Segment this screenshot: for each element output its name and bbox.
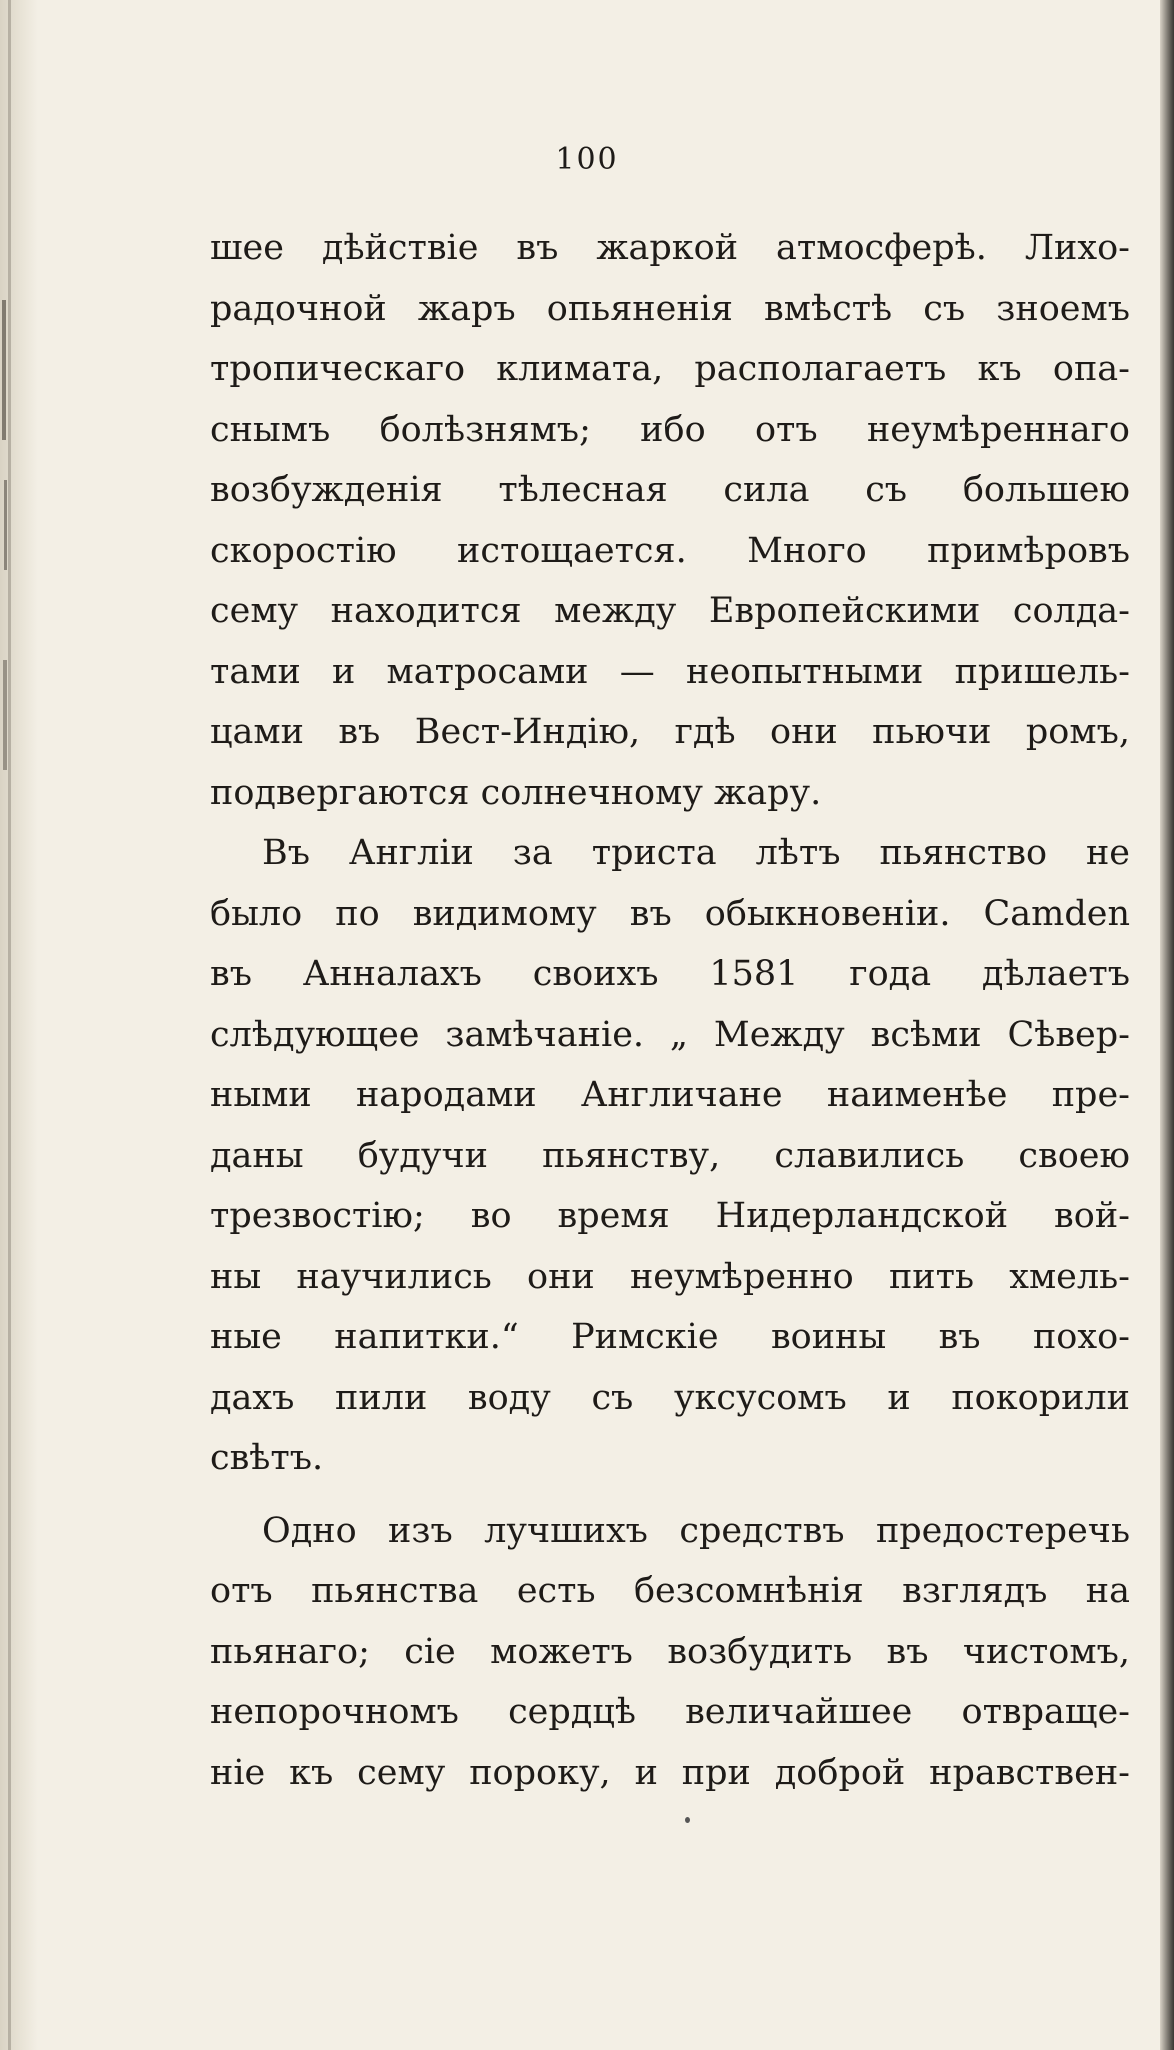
text-line: тропическаго климата, располагаетъ къ опа- <box>210 349 1130 389</box>
text-line: Одно изъ лучшихъ средствъ предостеречь <box>262 1510 1130 1551</box>
page-binding-edge <box>0 0 38 2050</box>
text-line: цами въ Вест-Индію, гдѣ они пьючи ромъ, <box>210 712 1130 752</box>
text-line: Въ Англіи за триста лѣтъ пьянство не <box>262 833 1130 873</box>
text-line: подвергаются солнечному жару. <box>210 772 822 813</box>
body-text <box>210 218 1130 1803</box>
paragraph-gap <box>210 1489 1130 1501</box>
text-line: непорочномъ сердцѣ величайшее отвраще- <box>210 1692 1130 1732</box>
page-number: 100 <box>555 142 619 177</box>
text-line: ны научились они неумѣренно пить хмель- <box>210 1256 1130 1297</box>
page-shadow-edge <box>1160 0 1174 2050</box>
text-line: свѣтъ. <box>210 1438 324 1478</box>
text-line: скоростію истощается. Много примѣровъ <box>210 530 1130 571</box>
text-line: шее дѣйствіе въ жаркой атмосферѣ. Лихо- <box>210 228 1130 268</box>
text-line: ными народами Англичане наименѣе пре- <box>210 1075 1130 1115</box>
text-line: сему находится между Европейскими солда- <box>210 591 1130 631</box>
text-line: слѣдующее замѣчаніе. „ Между всѣми Сѣвер- <box>210 1014 1130 1055</box>
text-line: отъ пьянства есть безсомнѣнія взглядъ на <box>210 1571 1130 1611</box>
text-line: было по видимому въ обыкновеніи. Camden <box>210 893 1130 934</box>
text-line: снымъ болѣзнямъ; ибо отъ неумѣреннаго <box>210 409 1130 450</box>
text-line: радочной жаръ опьяненія вмѣстѣ съ зноемъ <box>210 288 1130 329</box>
text-line: въ Анналахъ своихъ 1581 года дѣлаетъ <box>210 954 1130 994</box>
text-line: дахъ пили воду съ уксусомъ и покорили <box>210 1377 1130 1418</box>
text-line: пьянаго; сіе можетъ возбудить въ чистомъ, <box>210 1631 1130 1672</box>
text-line: трезвостію; во время Нидерландской вой- <box>210 1196 1130 1236</box>
text-line: даны будучи пьянству, славились своею <box>210 1135 1130 1176</box>
text-line: ные напитки.“ Римскіе воины въ похо- <box>210 1317 1130 1357</box>
text-line: тами и матросами — неопытными пришель- <box>210 651 1130 692</box>
text-line: ніе къ сему пороку, и при доброй нравствен- <box>210 1752 1130 1793</box>
text-line: возбужденія тѣлесная сила съ большею <box>210 470 1130 510</box>
ink-speck <box>685 1817 690 1823</box>
